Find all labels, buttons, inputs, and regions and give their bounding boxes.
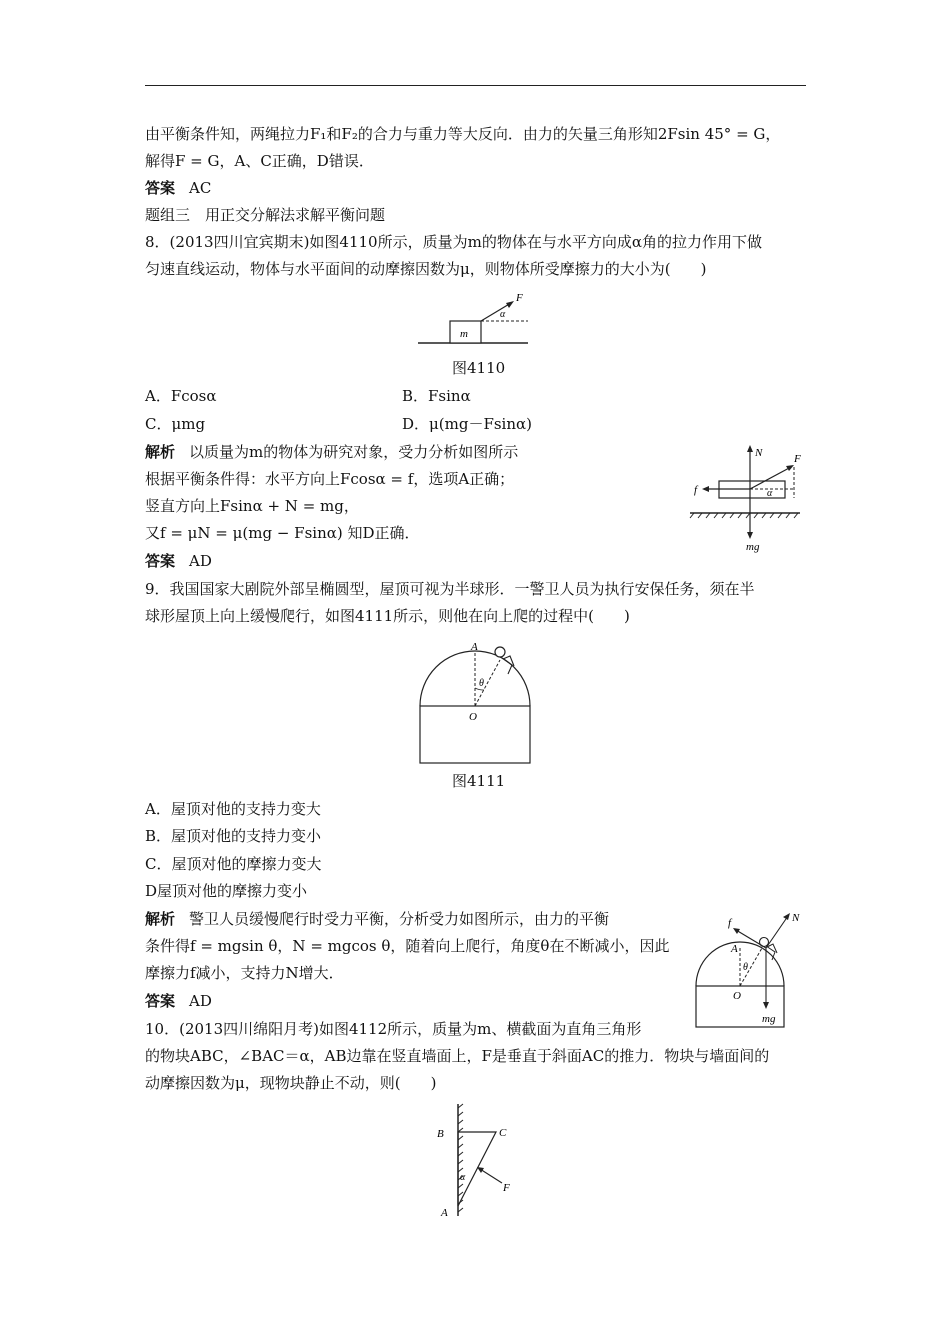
- normal-force-label: N: [755, 447, 763, 459]
- answer-label: 答案: [145, 552, 176, 570]
- solution-line: 根据平衡条件得：水平方向上Fcosα = f，选项A正确；: [145, 470, 515, 488]
- point-b-label: B: [437, 1128, 444, 1140]
- answer-value: AD: [189, 552, 212, 570]
- question-10-line: 的物块ABC，∠BAC＝α，AB边靠在竖直墙面上，F是垂直于斜面AC的推力．物块与墙面间的: [145, 1047, 770, 1065]
- force-label: F: [503, 1182, 510, 1194]
- theta-label: θ: [479, 678, 484, 689]
- weight-label: mg: [762, 1013, 776, 1025]
- answer-line: [145, 991, 212, 1011]
- solution-label: 解析: [145, 910, 176, 928]
- option-d: D屋顶对他的摩擦力变小: [145, 882, 308, 900]
- figure-4112: [432, 1102, 522, 1222]
- figure-4111: [418, 638, 533, 766]
- point-o-label: O: [469, 711, 477, 723]
- normal-force-label: N: [792, 912, 800, 924]
- angle-label: α: [460, 1172, 466, 1183]
- question-8-line: 8．(2013四川宜宾期末)如图4110所示，质量为m的物体在与水平方向成α角的拉力作用下做: [145, 233, 762, 251]
- option-c: C．μmg: [145, 415, 206, 433]
- solution-label: 解析: [145, 443, 176, 461]
- option-b: B．屋顶对他的支持力变小: [145, 827, 322, 845]
- answer-label: 答案: [145, 179, 176, 197]
- solution-line: 解析 警卫人员缓慢爬行时受力平衡，分析受力如图所示，由力的平衡: [145, 910, 610, 928]
- friction-label: f: [728, 917, 732, 929]
- weight-label: mg: [746, 541, 760, 553]
- solution-line: 条件得f = mgsin θ，N = mgcos θ，随着向上爬行，角度θ在不断减小，因此: [145, 937, 670, 955]
- friction-label: f: [694, 484, 698, 496]
- solution-line: 摩擦力f减小，支持力N增大．: [145, 964, 344, 982]
- figure-caption: 图4110: [452, 359, 506, 377]
- point-a-label: A: [471, 641, 478, 653]
- angle-label: α: [767, 488, 773, 499]
- theta-label: θ: [743, 962, 748, 973]
- question-10-line: 10．(2013四川绵阳月考)如图4112所示，质量为m、横截面为直角三角形: [145, 1020, 642, 1038]
- section-heading: 题组三 用正交分解法求解平衡问题: [145, 206, 386, 224]
- figure-caption: 图4111: [452, 772, 506, 790]
- solution-line: 又f = μN = μ(mg − Fsinα) 知D正确．: [145, 524, 420, 542]
- answer-line: [145, 551, 212, 571]
- figure-force-diagram-9: [692, 908, 807, 1030]
- force-label: F: [516, 292, 523, 304]
- text-line: 由平衡条件知，两绳拉力F₁和F₂的合力与重力等大反向．由力的矢量三角形知2Fsin 45° = G，: [145, 125, 781, 143]
- answer-line: [145, 178, 211, 198]
- block-mass-label: m: [460, 328, 468, 340]
- point-c-label: C: [499, 1127, 507, 1139]
- answer-value: AC: [189, 179, 212, 197]
- figure-force-diagram-8: [688, 440, 808, 555]
- question-10-line: 动摩擦因数为μ，现物块静止不动，则( ): [145, 1074, 437, 1092]
- option-c: C．屋顶对他的摩擦力变大: [145, 855, 322, 873]
- point-a-label: A: [441, 1207, 448, 1219]
- question-8-line: 匀速直线运动，物体与水平面间的动摩擦因数为μ，则物体所受摩擦力的大小为( ): [145, 260, 707, 278]
- question-9-line: 球形屋顶上向上缓慢爬行，如图4111所示，则他在向上爬的过程中( ): [145, 607, 630, 625]
- option-a: A．屋顶对他的支持力变大: [145, 800, 321, 818]
- answer-label: 答案: [145, 992, 176, 1010]
- force-label: F: [794, 453, 801, 465]
- answer-value: AD: [189, 992, 212, 1010]
- solution-line: 竖直方向上Fsinα + N = mg，: [145, 497, 359, 515]
- point-o-label: O: [733, 990, 741, 1002]
- option-a: A．Fcosα: [145, 387, 217, 405]
- figure-4110: [415, 290, 535, 350]
- option-b: B．Fsinα: [402, 387, 471, 405]
- angle-label: α: [500, 309, 506, 320]
- point-a-label: A: [731, 943, 738, 955]
- solution-line: 解析 以质量为m的物体为研究对象，受力分析如图所示: [145, 443, 519, 461]
- question-9-line: 9．我国国家大剧院外部呈椭圆型，屋顶可视为半球形．一警卫人员为执行安保任务，须在半: [145, 580, 755, 598]
- header-rule: [145, 85, 806, 86]
- text-line: 解得F = G，A、C正确，D错误．: [145, 152, 374, 170]
- option-d: D．μ(mg－Fsinα): [402, 415, 532, 433]
